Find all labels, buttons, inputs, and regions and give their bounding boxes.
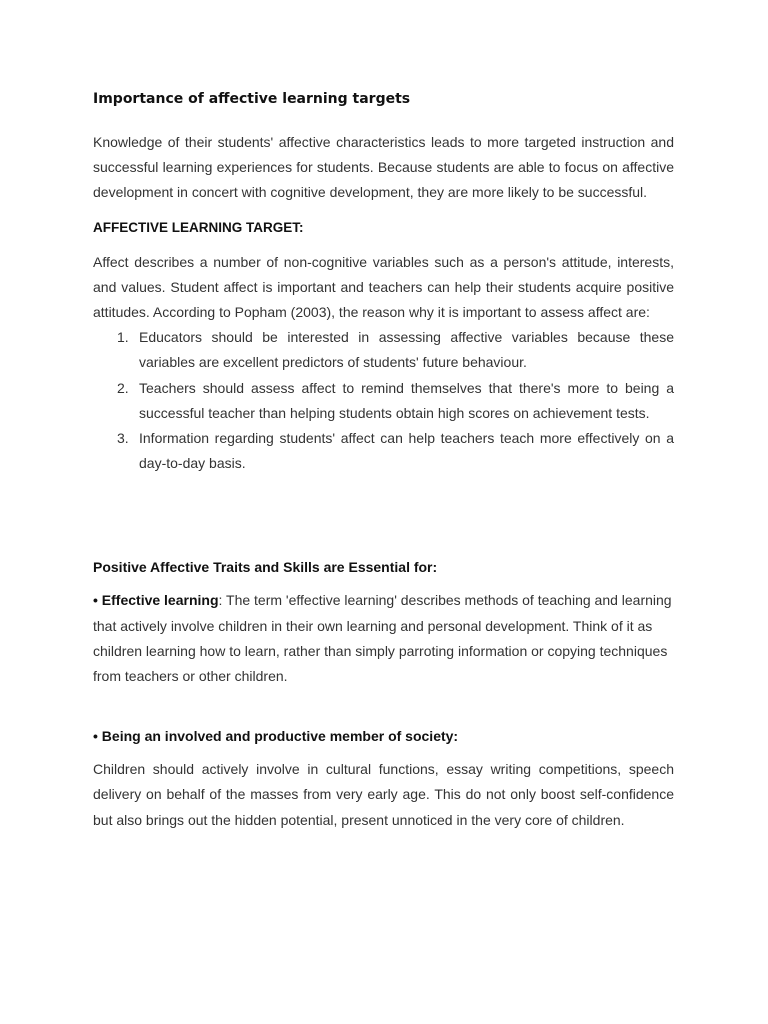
list-item-text: Information regarding students' affect can help teachers teach more effectively on a day-to-day basis.	[139, 430, 674, 472]
list-item	[117, 376, 674, 426]
affect-description-paragraph: Affect describes a number of non-cognitive variables such as a person's attitude, interests, and values. Student affect is important and teachers can help their students acquire positive attitudes. According to Popham (2003), the reason why it is important to assess affect are:	[93, 253, 674, 321]
list-item	[117, 426, 674, 476]
affective-target-heading: AFFECTIVE LEARNING TARGET:	[93, 219, 304, 235]
list-item-text: Educators should be interested in assessing affective variables because these variables are excellent predictors of students' future behaviour.	[139, 329, 674, 371]
list-item-number: 1.	[117, 329, 129, 346]
list-item-text: Teachers should assess affect to remind themselves that there's more to being a successful teacher than helping students obtain high scores on achievement tests.	[139, 379, 674, 421]
list-item-number: 3.	[117, 430, 129, 447]
effective-learning-lead: • Effective learning	[93, 592, 219, 609]
effective-learning-text: : The term 'effective learning' describes methods of teaching and learning that actively involve children in their own learning and personal development. Think of it as children learning how to learn, rather than simply parroting information or copying techniques from teachers or other children.	[93, 592, 672, 685]
reasons-list	[93, 325, 674, 476]
society-heading: • Being an involved and productive member of society:	[93, 728, 459, 745]
document-page	[93, 86, 674, 833]
importance-paragraph: Knowledge of their students' affective characteristics leads to more targeted instruction and successful learning experiences for students. Because students are able to focus on affective development in concert with cognitive development, they are more likely to be successful.	[93, 134, 674, 201]
society-paragraph: Children should actively involve in cultural functions, essay writing competitions, speech delivery on behalf of the masses from very early age. This do not only boost self-confidence but also brings out the hidden potential, present unnoticed in the very core of children.	[93, 761, 674, 828]
section-title-importance: Importance of affective learning targets	[93, 91, 411, 107]
list-item	[117, 325, 674, 375]
list-item-number: 2.	[117, 379, 129, 396]
positive-traits-heading: Positive Affective Traits and Skills are Essential for:	[93, 559, 438, 576]
effective-learning-paragraph	[93, 588, 674, 689]
